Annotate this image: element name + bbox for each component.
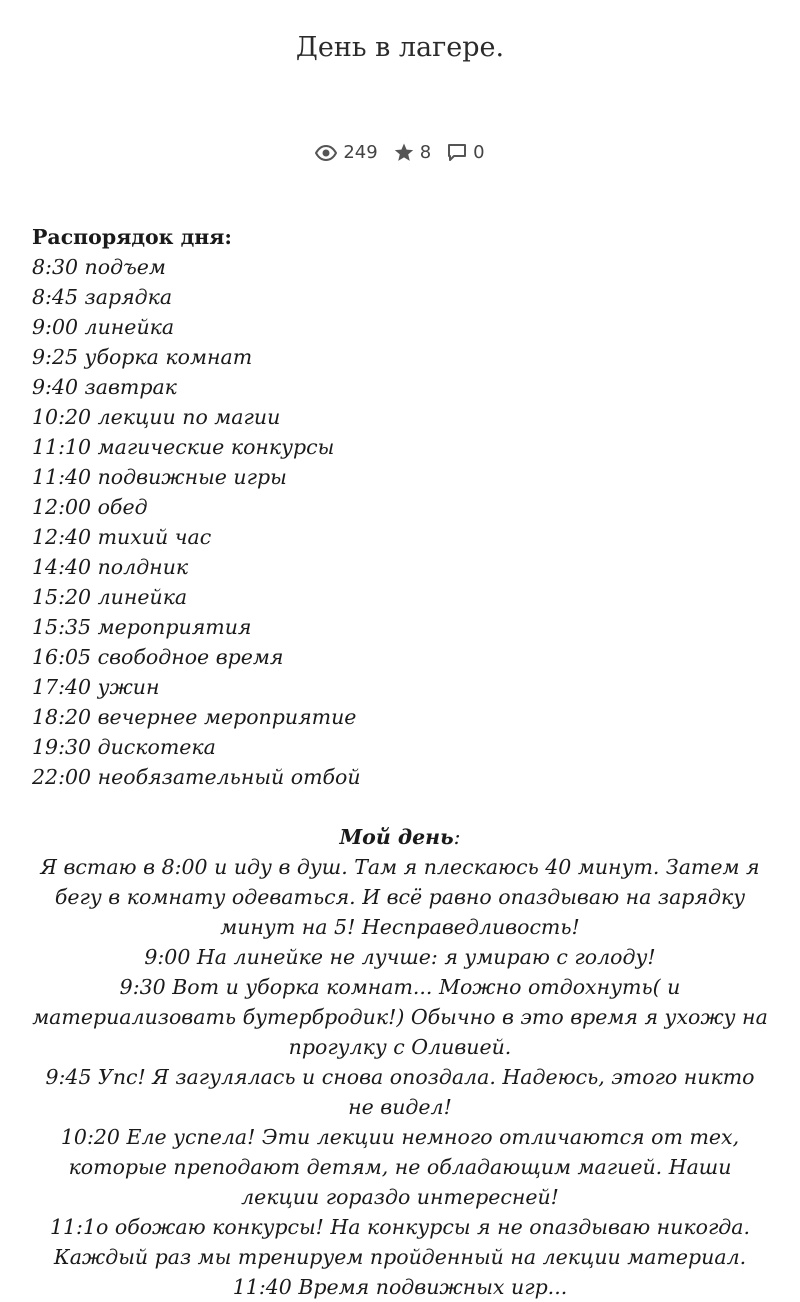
schedule-item: 9:25 уборка комнат [32,345,253,369]
schedule-item: 15:35 мероприятия [32,615,252,639]
story-paragraph: Я встаю в 8:00 и иду в душ. Там я плескаюсь 40 минут. Затем я бегу в комнату одеваться. И всё равно опаздываю на зарядку минут на 5! Несправедливость! [40,855,760,939]
section-spacer [32,792,768,822]
eye-icon [315,145,343,161]
schedule-item: 18:20 вечернее мероприятие [32,705,357,729]
schedule-item: 11:40 подвижные игры [32,465,287,489]
schedule-item: 19:30 дискотека [32,735,216,759]
story-paragraph: 9:45 Упс! Я загулялась и снова опоздала. Надеюсь, этого никто не видел! [45,1065,755,1119]
schedule-item: 10:20 лекции по магии [32,405,281,429]
views-stat [315,142,377,163]
comment-icon[interactable] [447,143,473,162]
post-body [32,222,768,1302]
schedule-item: 12:40 тихий час [32,525,212,549]
story-paragraph: 10:20 Еле успела! Эти лекции немного отличаются от тех, которые преподают детям, не обладающим магией. Наши лекции гораздо интересней! [60,1125,740,1209]
schedule-item: 11:10 магические конкурсы [32,435,335,459]
schedule-item: 15:20 линейка [32,585,188,609]
story-paragraph: 9:00 На линейке не лучше: я умираю с голоду! [144,945,656,969]
schedule-item: 8:30 подъем [32,255,166,279]
schedule-item: 12:00 обед [32,495,148,519]
schedule-item: 16:05 свободное время [32,645,284,669]
story-section [32,822,768,1302]
schedule-item: 22:00 необязательный отбой [32,765,361,789]
star-icon[interactable] [394,143,420,162]
schedule-heading: Распорядок дня: [32,225,232,249]
schedule-list [32,252,768,792]
views-count: 249 [343,142,378,163]
story-paragraph: 9:30 Вот и уборка комнат... Можно отдохнуть( и материализовать бутербродик!) Обычно в это время я ухожу на прогулку с Оливией. [32,975,768,1059]
schedule-item: 8:45 зарядка [32,285,173,309]
comments-stat[interactable] [447,142,484,163]
rating-stat[interactable] [394,142,431,163]
schedule-item: 17:40 ужин [32,675,160,699]
schedule-item: 9:00 линейка [32,315,175,339]
post-stats [0,142,800,163]
schedule-item: 14:40 полдник [32,555,189,579]
story-heading-line [32,822,768,852]
story-paragraph: 11:1о обожаю конкурсы! На конкурсы я не опаздываю никогда. Каждый раз мы тренируем пройденный на лекции материал. [49,1215,751,1269]
comments-count: 0 [473,142,485,163]
schedule-item: 9:40 завтрак [32,375,177,399]
story-heading: Мой день [339,825,454,849]
rating-count: 8 [419,142,432,163]
story-heading-colon: : [453,825,461,849]
story-paragraph: 11:40 Время подвижных игр... [232,1275,568,1299]
post-title: День в лагере. [295,32,505,63]
